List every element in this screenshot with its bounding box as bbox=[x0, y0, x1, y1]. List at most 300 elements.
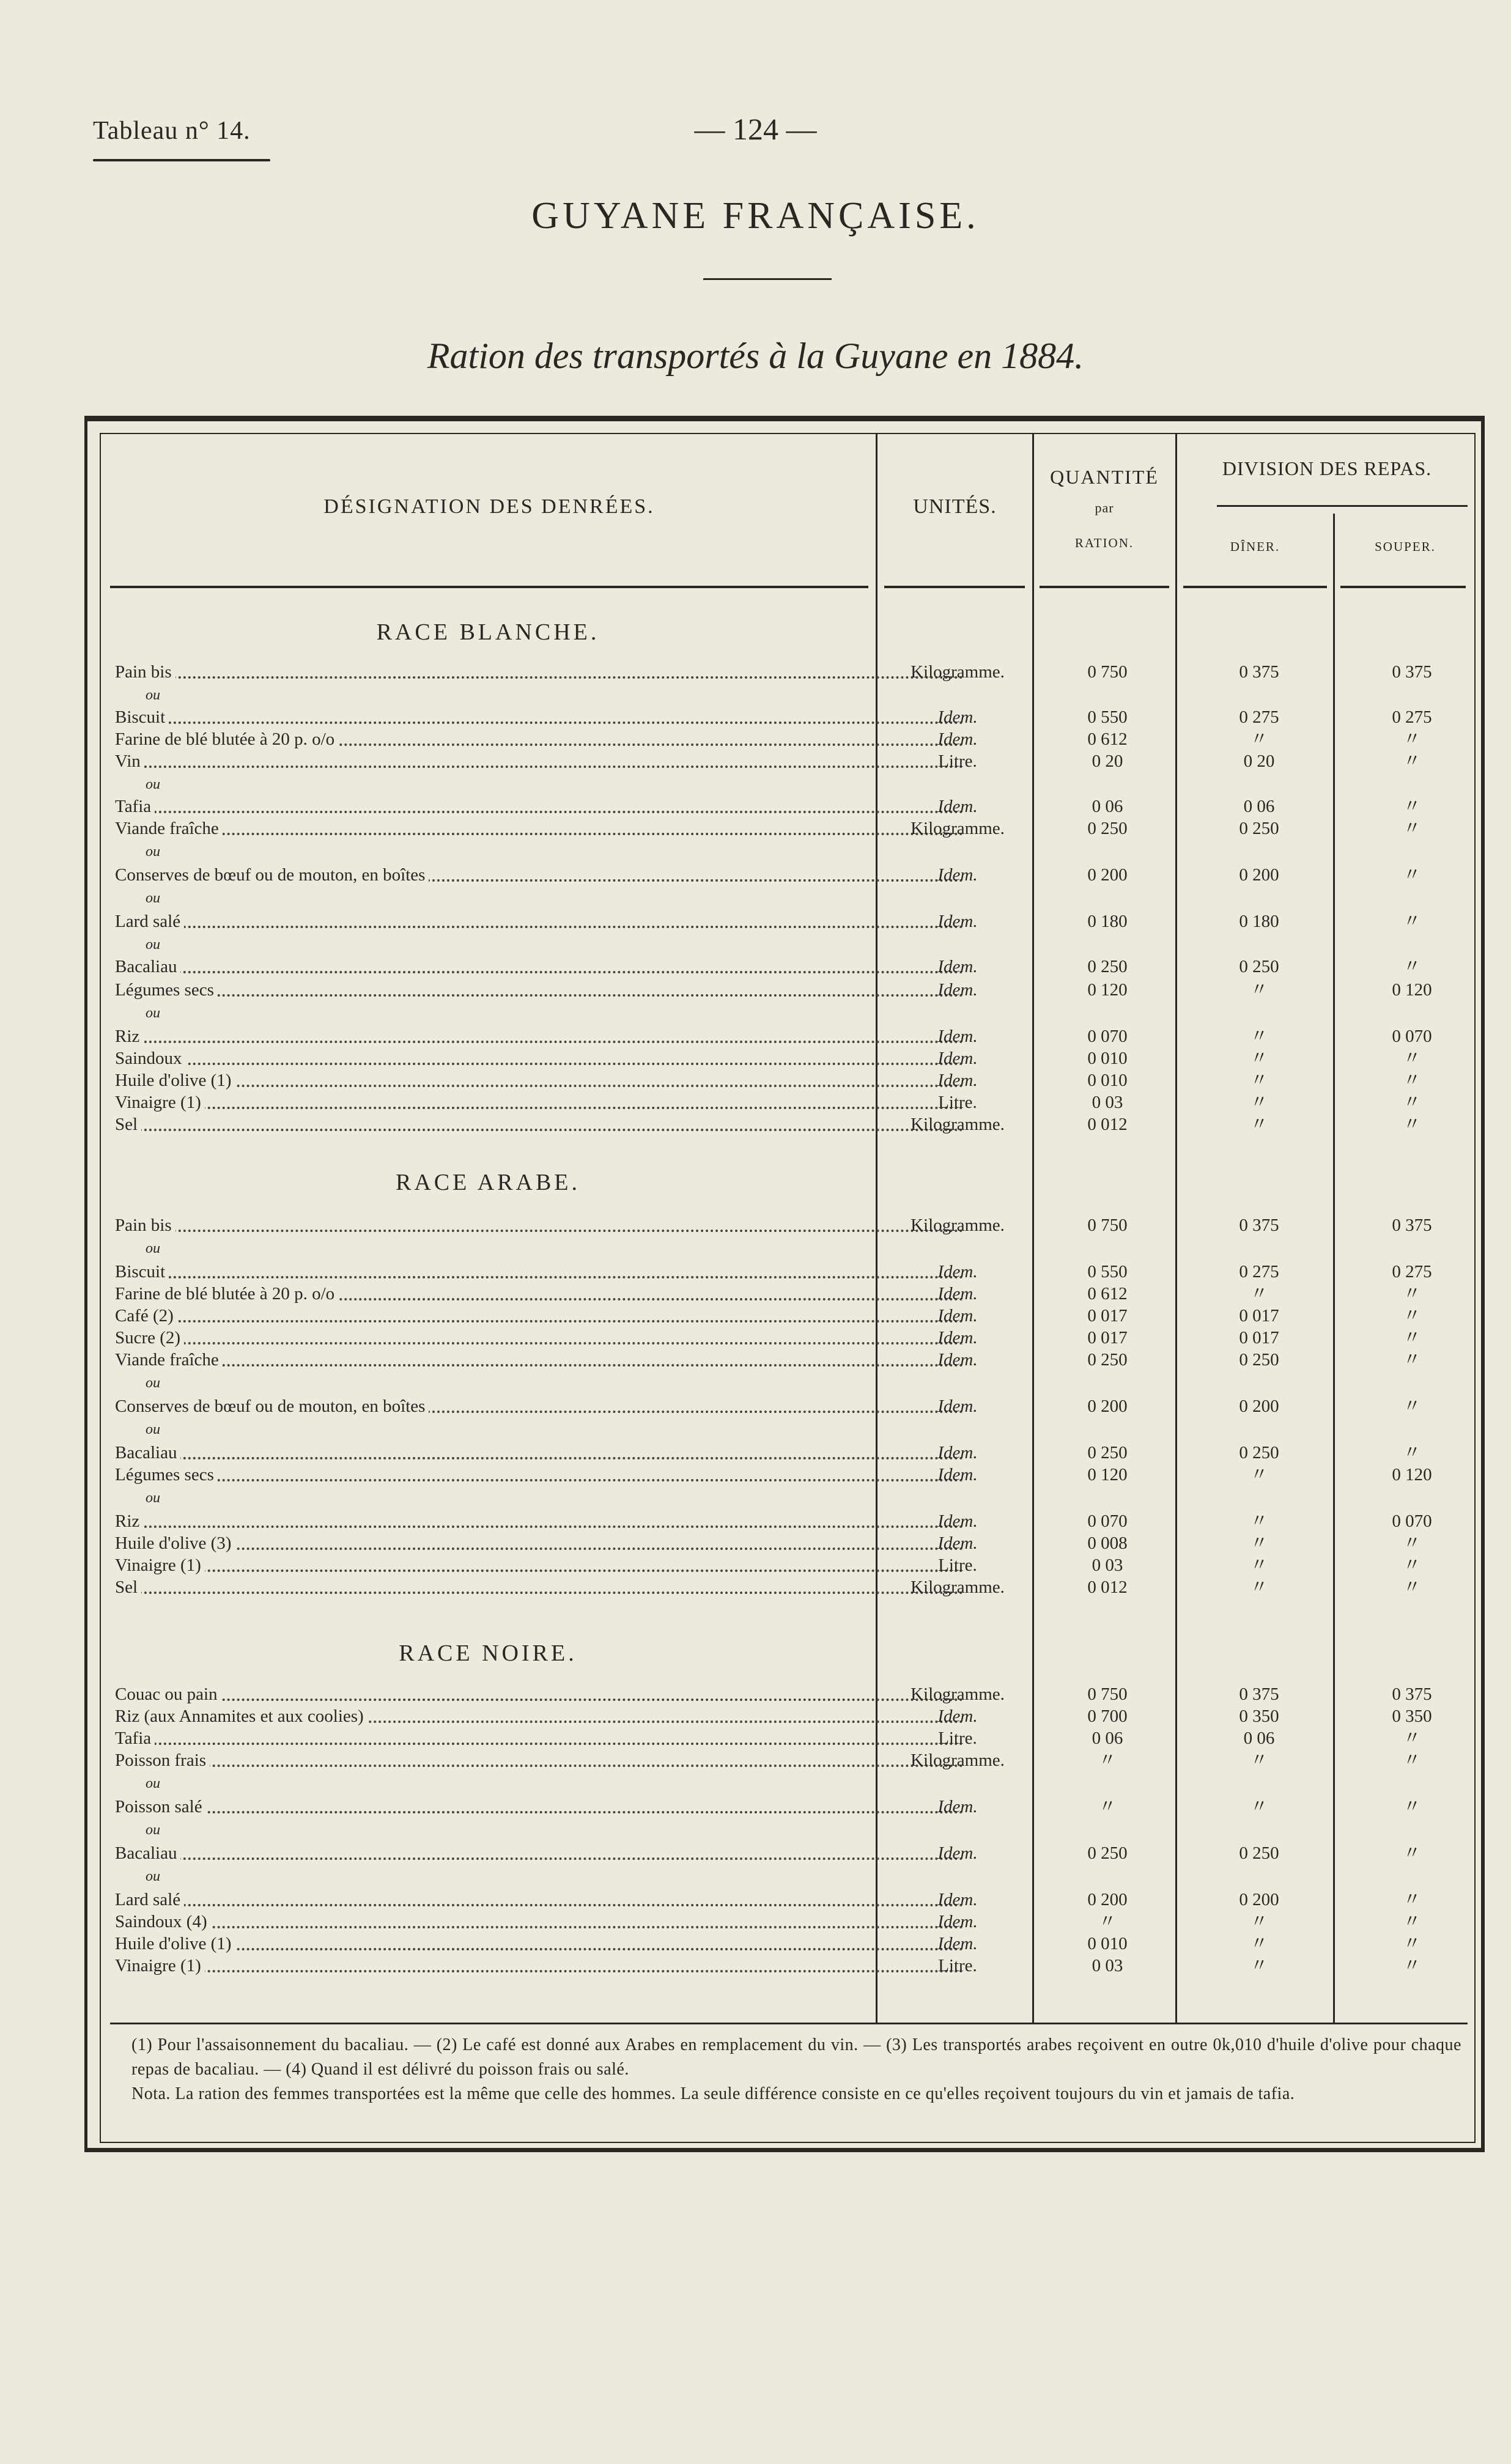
designation-text: Viande fraîche bbox=[115, 1350, 223, 1370]
row-quantity: 0 250 bbox=[1087, 1843, 1128, 1863]
row-unit: Litre. bbox=[938, 751, 977, 771]
leader-dots bbox=[115, 1129, 963, 1131]
row-quantity: 0 012 bbox=[1087, 1577, 1128, 1597]
designation-text: ou bbox=[146, 937, 164, 953]
designation-text: ou bbox=[146, 687, 164, 703]
designation-text: Huile d'olive (1) bbox=[115, 1934, 235, 1953]
row-souper: 〃 bbox=[1403, 1555, 1421, 1575]
row-souper: 〃 bbox=[1403, 865, 1421, 885]
row-unit: Idem. bbox=[937, 957, 978, 976]
designation-text: Poisson salé bbox=[115, 1797, 206, 1817]
row-diner: 〃 bbox=[1250, 1284, 1268, 1304]
row-alternative-ou bbox=[100, 1237, 1476, 1260]
row-quantity: 0 010 bbox=[1087, 1071, 1128, 1090]
designation-text: Couac ou pain bbox=[115, 1684, 221, 1704]
row-souper: 0 375 bbox=[1392, 662, 1432, 682]
designation-text: Farine de blé blutée à 20 p. o/o bbox=[115, 729, 338, 749]
table-row bbox=[100, 1047, 1476, 1070]
row-quantity: 0 612 bbox=[1087, 729, 1128, 749]
row-unit: Idem. bbox=[937, 729, 978, 749]
row-souper: 〃 bbox=[1403, 1071, 1421, 1090]
row-souper: 〃 bbox=[1403, 797, 1421, 816]
designation-text: Riz bbox=[115, 1511, 143, 1531]
designation-text: ou bbox=[146, 776, 164, 792]
designation-text: ou bbox=[146, 1776, 164, 1791]
row-quantity: 0 017 bbox=[1087, 1328, 1128, 1348]
designation-text: Bacaliau bbox=[115, 957, 180, 976]
designation-text: Bacaliau bbox=[115, 1843, 180, 1863]
row-unit: Kilogramme. bbox=[911, 819, 1005, 838]
row-souper: 〃 bbox=[1403, 819, 1421, 838]
designation-text: ou bbox=[146, 890, 164, 906]
row-quantity: 0 200 bbox=[1087, 865, 1128, 885]
table-row bbox=[100, 1214, 1476, 1237]
row-unit: Idem. bbox=[937, 1934, 978, 1953]
row-designation bbox=[115, 1705, 968, 1728]
row-designation bbox=[115, 1441, 968, 1464]
leader-dots bbox=[115, 1041, 963, 1043]
row-diner: 〃 bbox=[1250, 1071, 1268, 1090]
table-row bbox=[100, 1510, 1476, 1533]
leader-dots bbox=[115, 1592, 963, 1594]
row-unit: Idem. bbox=[937, 1706, 978, 1726]
row-unit: Idem. bbox=[937, 980, 978, 1000]
designation-text: Vinaigre (1) bbox=[115, 1093, 205, 1112]
row-diner: 0 250 bbox=[1239, 1843, 1279, 1863]
row-unit: Idem. bbox=[937, 707, 978, 727]
row-souper: 〃 bbox=[1403, 1350, 1421, 1370]
row-unit: Idem. bbox=[937, 912, 978, 931]
row-designation bbox=[115, 684, 968, 707]
header-bottom-rule-souper bbox=[1340, 586, 1466, 588]
row-souper: 〃 bbox=[1403, 1750, 1421, 1770]
row-designation bbox=[115, 1749, 968, 1772]
table-row bbox=[100, 1932, 1476, 1955]
header-souper: SOUPER. bbox=[1375, 539, 1436, 554]
row-designation bbox=[115, 1727, 968, 1750]
row-diner: 〃 bbox=[1250, 1956, 1268, 1975]
header-rule bbox=[93, 159, 270, 161]
designation-text: Sel bbox=[115, 1115, 141, 1134]
row-souper: 〃 bbox=[1403, 1328, 1421, 1348]
designation-text: Farine de blé blutée à 20 p. o/o bbox=[115, 1284, 338, 1304]
row-diner: 〃 bbox=[1250, 1912, 1268, 1931]
designation-text: Sucre (2) bbox=[115, 1328, 184, 1348]
table-row bbox=[100, 1727, 1476, 1750]
row-souper: 0 375 bbox=[1392, 1684, 1432, 1704]
leader-dots bbox=[115, 1857, 963, 1860]
header-bottom-rule-designation bbox=[110, 586, 868, 588]
row-designation bbox=[115, 1795, 968, 1818]
row-designation bbox=[115, 1326, 968, 1349]
designation-text: ou bbox=[146, 1241, 164, 1256]
designation-text: ou bbox=[146, 1005, 164, 1021]
row-designation bbox=[115, 1532, 968, 1555]
row-alternative-ou bbox=[100, 773, 1476, 796]
designation-text: Huile d'olive (1) bbox=[115, 1071, 235, 1090]
row-designation bbox=[115, 1683, 968, 1706]
leader-dots bbox=[115, 833, 963, 835]
row-quantity: 0 750 bbox=[1087, 1215, 1128, 1235]
table-row bbox=[100, 795, 1476, 818]
designation-text: Vinaigre (1) bbox=[115, 1956, 205, 1975]
leader-dots bbox=[115, 1811, 963, 1813]
nota: Nota. La ration des femmes transportées est la même que celle des hommes. La seule différence consiste en ce qu'elles reçoivent toujours du vin et jamais de tafia. bbox=[131, 2084, 1295, 2103]
row-designation bbox=[115, 660, 968, 684]
designation-text: Pain bis bbox=[115, 1215, 175, 1235]
designation-text: Tafia bbox=[115, 797, 155, 816]
row-quantity: 0 070 bbox=[1087, 1027, 1128, 1046]
row-quantity: 0 550 bbox=[1087, 707, 1128, 727]
row-unit: Idem. bbox=[937, 1396, 978, 1416]
row-designation bbox=[115, 1395, 968, 1418]
notes-top-rule bbox=[110, 2023, 1468, 2024]
row-diner: 0 375 bbox=[1239, 1215, 1279, 1235]
row-unit: Kilogramme. bbox=[911, 1750, 1005, 1770]
row-alternative-ou bbox=[100, 1865, 1476, 1888]
row-unit: Litre. bbox=[938, 1555, 977, 1575]
row-unit: Idem. bbox=[937, 1912, 978, 1931]
row-quantity: 0 612 bbox=[1087, 1284, 1128, 1304]
leader-dots bbox=[115, 1457, 963, 1459]
row-diner: 0 250 bbox=[1239, 957, 1279, 976]
title-rule bbox=[703, 278, 832, 280]
row-diner: 〃 bbox=[1250, 1577, 1268, 1597]
row-quantity: 0 010 bbox=[1087, 1934, 1128, 1953]
row-souper: 〃 bbox=[1403, 1728, 1421, 1748]
table-row bbox=[100, 660, 1476, 684]
row-unit: Litre. bbox=[938, 1956, 977, 1975]
row-alternative-ou bbox=[100, 1418, 1476, 1441]
row-designation bbox=[115, 1818, 968, 1842]
table-row bbox=[100, 1113, 1476, 1136]
row-quantity: 0 750 bbox=[1087, 662, 1128, 682]
leader-dots bbox=[115, 1525, 963, 1528]
row-designation bbox=[115, 1047, 968, 1070]
row-unit: Idem. bbox=[937, 1465, 978, 1485]
row-designation bbox=[115, 978, 968, 1001]
table-row bbox=[100, 1348, 1476, 1371]
row-diner: 〃 bbox=[1250, 980, 1268, 1000]
table-row bbox=[100, 1910, 1476, 1933]
row-diner: 0 375 bbox=[1239, 1684, 1279, 1704]
designation-text: Vin bbox=[115, 751, 144, 771]
row-designation bbox=[115, 1069, 968, 1092]
row-designation bbox=[115, 1348, 968, 1371]
row-alternative-ou bbox=[100, 684, 1476, 707]
row-designation bbox=[115, 1576, 968, 1599]
row-quantity: 0 03 bbox=[1092, 1555, 1123, 1575]
leader-dots bbox=[115, 676, 963, 679]
row-diner: 〃 bbox=[1250, 1027, 1268, 1046]
table-row bbox=[100, 1954, 1476, 1977]
row-designation bbox=[115, 1842, 968, 1865]
row-unit: Idem. bbox=[937, 1843, 978, 1863]
table-row bbox=[100, 863, 1476, 887]
table-row bbox=[100, 1304, 1476, 1327]
designation-text: ou bbox=[146, 1868, 164, 1884]
header-quantite-par: par bbox=[1095, 500, 1114, 515]
leader-dots bbox=[115, 1107, 963, 1109]
table-row bbox=[100, 1025, 1476, 1048]
leader-dots bbox=[115, 1570, 963, 1572]
row-diner: 0 200 bbox=[1239, 1396, 1279, 1416]
row-unit: Idem. bbox=[937, 1443, 978, 1463]
row-quantity: 0 180 bbox=[1087, 912, 1128, 931]
row-unit: Idem. bbox=[937, 1797, 978, 1817]
row-diner: 〃 bbox=[1250, 1750, 1268, 1770]
section-race-noire: RACE NOIRE. bbox=[399, 1640, 577, 1666]
leader-dots bbox=[115, 721, 963, 724]
row-quantity: 0 750 bbox=[1087, 1684, 1128, 1704]
row-designation bbox=[115, 1510, 968, 1533]
row-diner: 0 250 bbox=[1239, 1350, 1279, 1370]
leader-dots bbox=[115, 1364, 963, 1367]
table-row bbox=[100, 1069, 1476, 1092]
table-row bbox=[100, 728, 1476, 751]
row-souper: 〃 bbox=[1403, 1934, 1421, 1953]
designation-text: Légumes secs bbox=[115, 1465, 218, 1485]
designation-text: Poisson frais bbox=[115, 1750, 210, 1770]
row-unit: Litre. bbox=[938, 1728, 977, 1748]
leader-dots bbox=[115, 1926, 963, 1928]
row-souper: 〃 bbox=[1403, 1396, 1421, 1416]
row-quantity: 0 200 bbox=[1087, 1396, 1128, 1416]
leader-dots bbox=[115, 1970, 963, 1972]
row-souper: 〃 bbox=[1403, 1577, 1421, 1597]
page-title: GUYANE FRANÇAISE. bbox=[531, 195, 980, 237]
table-row bbox=[100, 1795, 1476, 1818]
row-unit: Kilogramme. bbox=[911, 1215, 1005, 1235]
table-row bbox=[100, 706, 1476, 729]
row-unit: Kilogramme. bbox=[911, 662, 1005, 682]
row-designation bbox=[115, 728, 968, 751]
row-souper: 〃 bbox=[1403, 751, 1421, 771]
row-quantity: 0 550 bbox=[1087, 1262, 1128, 1282]
row-designation bbox=[115, 955, 968, 978]
leader-dots bbox=[115, 1063, 963, 1065]
designation-text: ou bbox=[146, 1375, 164, 1391]
row-quantity: 0 250 bbox=[1087, 819, 1128, 838]
leader-dots bbox=[115, 1320, 963, 1322]
row-designation bbox=[115, 1932, 968, 1955]
row-designation bbox=[115, 1282, 968, 1305]
leader-dots bbox=[115, 971, 963, 973]
designation-text: Riz bbox=[115, 1027, 143, 1046]
row-unit: Litre. bbox=[938, 1093, 977, 1112]
row-designation bbox=[115, 1260, 968, 1283]
row-designation bbox=[115, 773, 968, 796]
row-alternative-ou bbox=[100, 1772, 1476, 1795]
designation-text: ou bbox=[146, 1822, 164, 1838]
row-designation bbox=[115, 1091, 968, 1114]
row-designation bbox=[115, 706, 968, 729]
row-designation bbox=[115, 1554, 968, 1577]
row-unit: Idem. bbox=[937, 797, 978, 816]
row-souper: 〃 bbox=[1403, 1093, 1421, 1112]
header-bottom-rule-unites bbox=[884, 586, 1025, 588]
leader-dots bbox=[115, 1342, 963, 1345]
designation-text: ou bbox=[146, 844, 164, 860]
leader-dots bbox=[115, 1230, 963, 1232]
row-designation bbox=[115, 840, 968, 863]
table-row bbox=[100, 1441, 1476, 1464]
row-quantity: 0 03 bbox=[1092, 1093, 1123, 1112]
header-division-repas: DIVISION DES REPAS. bbox=[1222, 457, 1432, 479]
row-designation bbox=[115, 1865, 968, 1888]
row-alternative-ou bbox=[100, 840, 1476, 863]
table-number: Tableau n° 14. bbox=[93, 117, 251, 145]
row-diner: 〃 bbox=[1250, 1511, 1268, 1531]
row-souper: 〃 bbox=[1403, 1797, 1421, 1817]
leader-dots bbox=[115, 994, 963, 997]
row-designation bbox=[115, 1025, 968, 1048]
row-designation bbox=[115, 1463, 968, 1486]
row-quantity: 0 017 bbox=[1087, 1306, 1128, 1326]
row-diner: 〃 bbox=[1250, 1934, 1268, 1953]
row-diner: 〃 bbox=[1250, 1797, 1268, 1817]
row-unit: Idem. bbox=[937, 1350, 978, 1370]
table-row bbox=[100, 1705, 1476, 1728]
designation-text: Conserves de bœuf ou de mouton, en boîtes bbox=[115, 865, 429, 885]
row-diner: 〃 bbox=[1250, 1049, 1268, 1068]
row-designation bbox=[115, 1954, 968, 1977]
designation-text: Légumes secs bbox=[115, 980, 218, 1000]
table-row bbox=[100, 1282, 1476, 1305]
header-quantite: QUANTITÉ bbox=[1050, 466, 1159, 488]
row-souper: 〃 bbox=[1403, 1956, 1421, 1975]
page-subtitle: Ration des transportés à la Guyane en 1884. bbox=[427, 336, 1084, 376]
row-designation bbox=[115, 863, 968, 887]
table-row bbox=[100, 910, 1476, 933]
row-souper: 〃 bbox=[1403, 1306, 1421, 1326]
row-quantity: 0 250 bbox=[1087, 957, 1128, 976]
row-unit: Idem. bbox=[937, 1262, 978, 1282]
row-designation bbox=[115, 1237, 968, 1260]
designation-text: Tafia bbox=[115, 1728, 155, 1748]
leader-dots bbox=[115, 1085, 963, 1087]
row-diner: 〃 bbox=[1250, 1465, 1268, 1485]
leader-dots bbox=[115, 1948, 963, 1950]
table-row bbox=[100, 1326, 1476, 1349]
row-designation bbox=[115, 887, 968, 910]
row-diner: 〃 bbox=[1250, 1093, 1268, 1112]
row-souper: 〃 bbox=[1403, 1115, 1421, 1134]
table-row bbox=[100, 955, 1476, 978]
section-race-blanche: RACE BLANCHE. bbox=[376, 619, 600, 645]
row-alternative-ou bbox=[100, 1818, 1476, 1842]
row-souper: 0 275 bbox=[1392, 1262, 1432, 1282]
row-quantity: 0 06 bbox=[1092, 797, 1123, 816]
row-designation bbox=[115, 1304, 968, 1327]
leader-dots bbox=[115, 1276, 963, 1278]
leader-dots bbox=[115, 1547, 963, 1550]
row-quantity: 0 700 bbox=[1087, 1706, 1128, 1726]
header-unites: UNITÉS. bbox=[913, 495, 997, 518]
row-designation bbox=[115, 1888, 968, 1911]
designation-text: Bacaliau bbox=[115, 1443, 180, 1463]
row-designation bbox=[115, 1772, 968, 1795]
row-souper: 〃 bbox=[1403, 1284, 1421, 1304]
row-alternative-ou bbox=[100, 933, 1476, 956]
row-designation bbox=[115, 795, 968, 818]
row-quantity: 0 250 bbox=[1087, 1350, 1128, 1370]
row-designation bbox=[115, 750, 968, 773]
designation-text: ou bbox=[146, 1490, 164, 1506]
table-row bbox=[100, 1888, 1476, 1911]
row-quantity: 0 010 bbox=[1087, 1049, 1128, 1068]
row-souper: 0 275 bbox=[1392, 707, 1432, 727]
table-row bbox=[100, 750, 1476, 773]
row-diner: 0 350 bbox=[1239, 1706, 1279, 1726]
row-designation bbox=[115, 933, 968, 956]
designation-text: Vinaigre (1) bbox=[115, 1555, 205, 1575]
row-alternative-ou bbox=[100, 887, 1476, 910]
row-souper: 〃 bbox=[1403, 1890, 1421, 1909]
row-diner: 0 275 bbox=[1239, 707, 1279, 727]
header-bottom-rule-diner bbox=[1183, 586, 1327, 588]
table-row bbox=[100, 1576, 1476, 1599]
leader-dots bbox=[115, 811, 963, 813]
row-souper: 0 070 bbox=[1392, 1511, 1432, 1531]
row-quantity: 0 03 bbox=[1092, 1956, 1123, 1975]
leader-dots bbox=[115, 1765, 963, 1767]
header-diner: DÎNER. bbox=[1230, 539, 1280, 554]
row-quantity: 0 200 bbox=[1087, 1890, 1128, 1909]
row-diner: 0 180 bbox=[1239, 912, 1279, 931]
row-quantity: 〃 bbox=[1098, 1797, 1117, 1817]
row-diner: 0 017 bbox=[1239, 1306, 1279, 1326]
designation-text: Saindoux (4) bbox=[115, 1912, 211, 1931]
row-quantity: 〃 bbox=[1098, 1912, 1117, 1931]
row-unit: Idem. bbox=[937, 865, 978, 885]
division-underline bbox=[1217, 505, 1468, 507]
row-souper: 0 375 bbox=[1392, 1215, 1432, 1235]
table-row bbox=[100, 978, 1476, 1001]
designation-text: Saindoux bbox=[115, 1049, 186, 1068]
leader-dots bbox=[115, 1743, 963, 1745]
row-souper: 0 120 bbox=[1392, 1465, 1432, 1485]
row-unit: Idem. bbox=[937, 1284, 978, 1304]
row-alternative-ou bbox=[100, 1371, 1476, 1395]
row-designation bbox=[115, 1486, 968, 1510]
designation-text: Lard salé bbox=[115, 1890, 184, 1909]
row-unit: Idem. bbox=[937, 1306, 978, 1326]
row-souper: 〃 bbox=[1403, 1049, 1421, 1068]
designation-text: Biscuit bbox=[115, 1262, 169, 1282]
table-row bbox=[100, 1749, 1476, 1772]
row-designation bbox=[115, 1113, 968, 1136]
row-quantity: 0 120 bbox=[1087, 1465, 1128, 1485]
row-diner: 0 250 bbox=[1239, 1443, 1279, 1463]
row-diner: 0 06 bbox=[1243, 797, 1275, 816]
header-bottom-rule-quantite bbox=[1040, 586, 1169, 588]
table-row bbox=[100, 1532, 1476, 1555]
row-diner: 0 200 bbox=[1239, 1890, 1279, 1909]
row-unit: Kilogramme. bbox=[911, 1684, 1005, 1704]
row-souper: 〃 bbox=[1403, 1912, 1421, 1931]
row-quantity: 0 008 bbox=[1087, 1533, 1128, 1553]
table-row bbox=[100, 1395, 1476, 1418]
row-designation bbox=[115, 910, 968, 933]
designation-text: Café (2) bbox=[115, 1306, 177, 1326]
row-unit: Idem. bbox=[937, 1027, 978, 1046]
row-souper: 〃 bbox=[1403, 1843, 1421, 1863]
row-alternative-ou bbox=[100, 1486, 1476, 1510]
row-unit: Idem. bbox=[937, 1533, 978, 1553]
row-diner: 0 20 bbox=[1243, 751, 1275, 771]
row-quantity: 0 120 bbox=[1087, 980, 1128, 1000]
